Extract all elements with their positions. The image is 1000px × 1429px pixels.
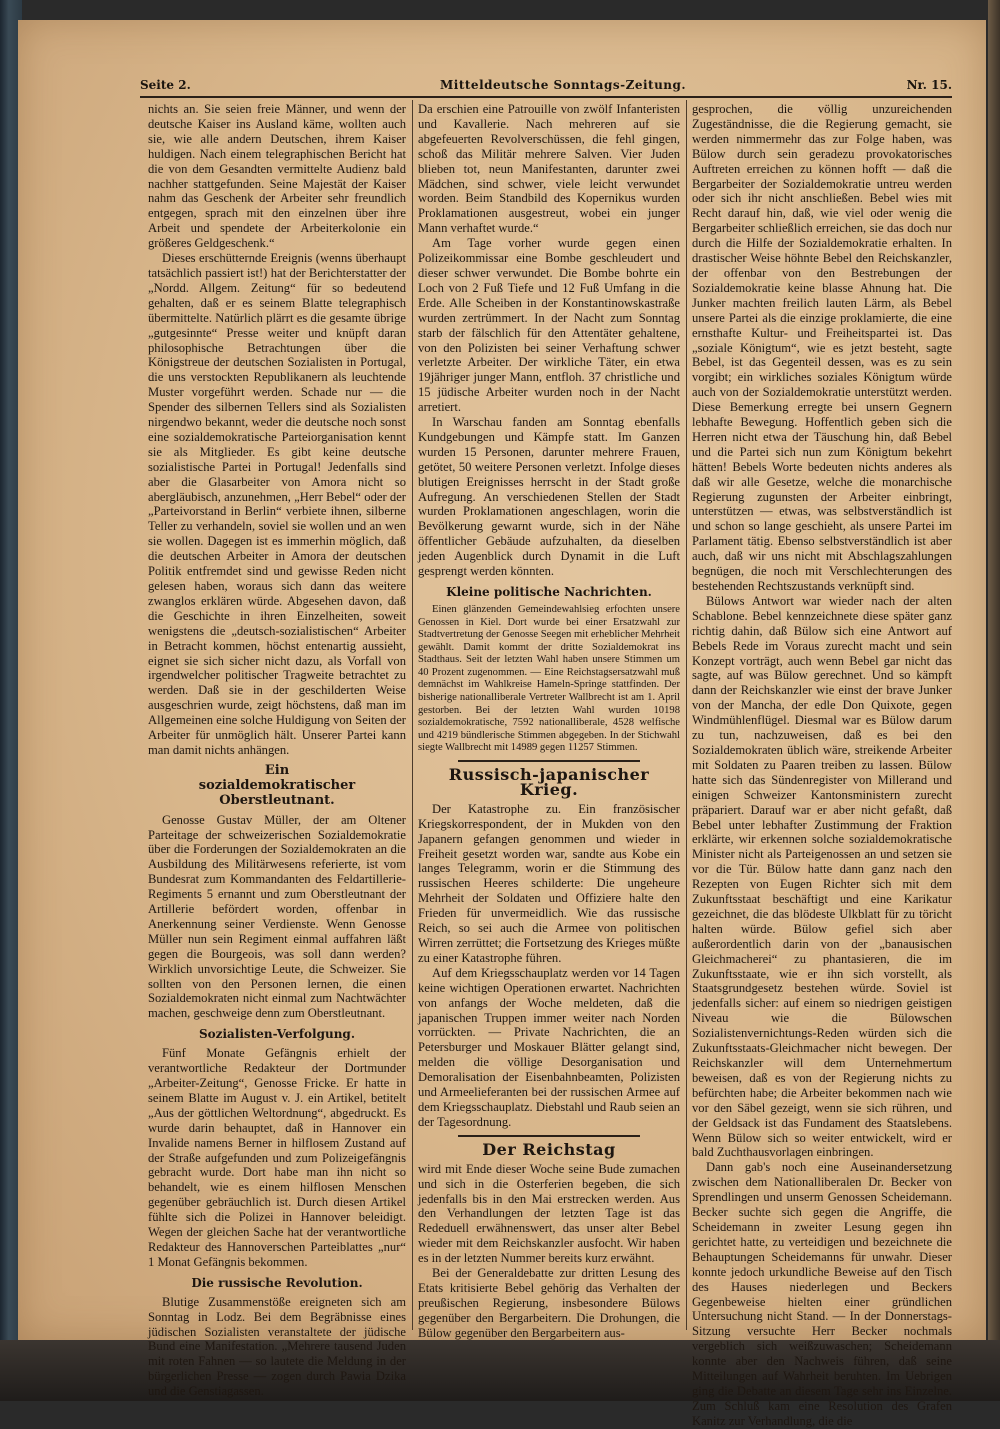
- page-number: Seite 2.: [140, 78, 191, 92]
- headline-reichstag: Der Reichstag: [482, 1139, 616, 1159]
- article-paragraph: Blutige Zusammenstöße ereigneten sich am Sonntag in Lodz. Bei dem Begräbnisse eines jüdischen Sozialisten veranstaltete der jüdische Bund eine Manifestation. „Mehrere tausend Juden mit roten Fahnen — so lautete die Meldung in der bürgerlichen Presse — zogen durch Pawia Dzika und die Genstiagassen.: [148, 1294, 406, 1399]
- article-paragraph: wird mit Ende dieser Woche seine Bude zumachen und sich in die Osterferien begeben, die sich jedenfalls bis in den Mai erstrecken werden. Aus den Verhandlungen der letzten Tage ist das Rededuell erwähnenswert, das unser alter Bebel wieder mit dem Reichskanzler ausfocht. Wir haben es in der letzten Nummer bereits kurz erwähnt.: [418, 1161, 680, 1266]
- column-divider-2: [686, 100, 687, 1330]
- headline-kleine-nachrichten: Kleine politische Nachrichten.: [446, 585, 652, 599]
- article-paragraph: Bülows Antwort war wieder nach der alten Schablone. Bebel kennzeichnete diese später ganz richtig dahin, daß Bülow sich eine Antwort auf Bebels Rede im Voraus zurecht macht und sein Konzept vorträgt, auch wenn Bebel gar nicht das sagte, auf was Bülow gerechnet. Und so kämpft dann der Reichskanzler wie einst der brave Junker von der Mancha, der edle Don Quixote, gegen Windmühlenflügel. Diesmal war es Bülow darum zu tun, nachzuweisen, daß es bei den Sozialdemokraten üblich wäre, streikende Arbeiter mit Soldaten zu Paaren treiben zu lassen. Bülow hatte sich das Sündenregister von Millerand und einigen Schweizer Kantonsministern zurecht präpariert. Darauf war er aber nicht gefaßt, daß Bebel unter lebhafter Zustimmung der Fraktion erklärte, wir erkennen solche sozialdemokratische Minister nicht als Parteigenossen an und setzen sie vor die Tür. Bülow hatte dann ganz nach den Rezepten von Eugen Richter sich mit dem Zukunftsstaat beschäftigt und eine Karikatur gezeichnet, die das blödeste Ulkblatt für zu töricht halten würde. Bülow gefiel sich aber außerordentlich darin von der „banausischen Gleichmacherei“ zu phantasieren, die im Zukunftsstaate, wie er ihn sich vorstellt, als Staatsgrundgesetz bestehen würde. Soviel ist jedenfalls sicher: auf einem so niedrigen geistigen Niveau wie die Bülowschen Sozialistenvernichtungs-Reden würden sich die Zukunftsstaats-Gleichmacher nicht bewegen. Der Reichskanzler will dem Unternehmertum beweisen, daß es von der Regierung nichts zu befürchten habe; die Arbeiter bekommen nach wie vor den Säbel gezeigt, wenn sie sich rühren, und der Geldsack ist das Fundament des Staatslebens. Wenn Bülow sich so weiter entwickelt, wird er bald Zuchthausvorlagen einbringen.: [692, 593, 952, 1160]
- book-binding-right: [988, 0, 1000, 1401]
- column-1: [148, 102, 406, 1399]
- article-paragraph: Dann gab's noch eine Auseinandersetzung zwischen dem Nationalliberalen Dr. Becker von Sprendlingen und unserm Genossen Scheidemann. Becker suchte sich gegen die Angriffe, die Scheidemann in zweiter Lesung gegen ihn gerichtet hatte, zu verteidigen und bezeichnete die Behauptungen Scheidemanns für unwahr. Dieser konnte jedoch urkundliche Beweise auf den Tisch des Hauses niederlegen und Beckers Gegenbeweise hielten einer gründlichen Untersuchung nicht Stand. — In der Donnerstags-Sitzung versuchte Herr Becker nochmals vergeblich sich weißzuwaschen; Scheidemann konnte aber den Nachweis führen, daß seine Mitteilungen auf Wahrheit beruhten. Im Uebrigen ging die Debatte an diesem Tage sehr ins Einzelne. Zum Schluß kam eine Resolution des Grafen Kanitz zur Verhandlung, die die: [692, 1160, 952, 1428]
- article-paragraph: In Warschau fanden am Sonntag ebenfalls Kundgebungen und Kämpfe statt. Im Ganzen wurden 15 Personen, darunter mehrere Frauen, getötet, 50 weitere Personen verletzt. Infolge dieses blutigen Ereignisses herrscht in der Stadt große Aufregung. An verschiedenen Stellen der Stadt wurden Proklamationen angeschlagen, worin die Bevölkerung gewarnt wurde, sich in der Nähe öffentlicher Gebäude aufzuhalten, da dieselben jeden Augenblick durch Dynamit in die Luft gesprengt werden könnten.: [418, 415, 680, 579]
- page-header: [140, 78, 952, 96]
- headline-sozialisten-verfolgung: Sozialisten-Verfolgung.: [199, 1027, 355, 1042]
- article-paragraph: gesprochen, die völlig unzureichenden Zugeständnisse, die die Regierung gemacht, sie werden nimmermehr das zur Folge haben, was Bülow durch sein geradezu provokatorisches Auftreten erreichen zu können hofft — daß die Bergarbeiter der Sozialdemokratie untreu werden oder sich ihr nicht anschließen. Bebel wies mit Recht darauf hin, daß, wie viel oder wenig die Bergarbeiter schließlich erreichen, sie das doch nur durch die Hilfe der Sozialdemokratie erhalten. In drastischer Weise höhnte Bebel den Reichskanzler, der offenbar von den Bestrebungen der Sozialdemokratie keine blasse Ahnung hat. Die Junker machten freilich lauten Lärm, als Bebel unsere Partei als die einzige proklamierte, die eine ernsthafte Kultur- und Freiheitspartei ist. Das „soziale Königtum“, wie es jetzt besteht, sagte Bebel, ist das Gegenteil dessen, was es zu sein vorgibt; ein wirkliches soziales Königtum würde auch von der Sozialdemokratie unterstützt werden. Diese Bemerkung erregte bei unsern Gegnern lebhafte Bewegung. Hoffentlich geben sich die Herren nicht etwa der Täuschung hin, daß Bebel und die Partei sich nun zum Königtum bekehrt hätten! Bebels Worte bedeuten nichts anderes als daß wir alle Gesetze, welche die monarchische Regierung zugunsten der Arbeiter einbringt, unterstützen — etwas, was selbstverständlich ist und schon so lange geschieht, als unsere Partei im Parlament tätig. Ebenso selbstverständlich ist aber auch, daß wir uns nicht mit Abschlagszahlungen begnügen, die noch mit Verschlechterungen des bestehenden Rechtszustands verknüpft sind.: [692, 102, 952, 593]
- newspaper-title: Mitteldeutsche Sonntags-Zeitung.: [440, 78, 687, 92]
- article-paragraph: Da erschien eine Patrouille von zwölf Infanteristen und Kavallerie. Nach mehreren auf sie abgefeuerten Revolverschüssen, die fehl gingen, schoß das Militär mehrere Salven. Vier Juden blieben tot, neun Manifestanten, darunter zwei Mädchen, sind schwer, viele leicht verwundet worden. Beim Standbild des Kopernikus wurden Proklamationen ausgestreut, wobei ein junger Mann verhaftet wurde.“: [418, 102, 680, 236]
- article-paragraph: Auf dem Kriegsschauplatz werden vor 14 Tagen keine wichtigen Operationen erwartet. Nachrichten von anfangs der Woche meldeten, daß die japanischen Truppen immer weiter nach Norden vorrückten. — Private Nachrichten, die an Petersburger und Moskauer Blätter gelangt sind, melden die völlige Desorganisation und Demoralisation der Eisenbahnbeamten, Polizisten und Armeelieferanten bei der russischen Armee auf dem Kriegsschauplatz. Diebstahl und Raub seien an der Tagesordnung.: [418, 965, 680, 1129]
- headline-oberstleutnant: sozialdemokratischer Oberstleutnant.: [198, 777, 356, 808]
- column-2: [418, 102, 680, 1341]
- section-separator: [458, 760, 640, 762]
- article-paragraph: Am Tage vorher wurde gegen einen Polizeikommissar eine Bombe geschleudert und dieser schwer verwundet. Die Bombe bohrte ein Loch von 2 Fuß Tiefe und 12 Fuß Umfang in die Erde. Alle Scheiben in der Konstantinowskastraße wurden zertrümmert. In der Nacht zum Sonntag starb der fälschlich für den Attentäter gehaltene, von den Polizisten bei seiner Verhaftung schwer verletzte Arbeiter. Der wirkliche Täter, ein etwa 19jähriger junger Mann, entfloh. 37 christliche und 15 jüdische Arbeiter wurden noch in der Nacht arretiert.: [418, 236, 680, 415]
- header-rule: [140, 96, 952, 98]
- article-paragraph-small: Einen glänzenden Gemeindewahlsieg erfochten unsere Genossen in Kiel. Dort wurde bei einer Ersatzwahl zur Stadtvertretung der Genosse Seegen mit erheblicher Mehrheit gewählt. Damit kommt der dritte Sozialdemokrat ins Stadthaus. Seit der letzten Wahl haben unsere Stimmen um 40 Prozent zugenommen. — Eine Reichstagsersatzwahl muß demnächst im Wahlkreise Hameln-Springe stattfinden. Der bisherige nationalliberale Vertreter Wallbrecht ist am 1. April gestorben. Bei der letzten Wahl wurden 10198 sozialdemokratische, 7592 nationalliberale, 4528 welfische und 4219 bündlerische Stimmen abgegeben. In der Stichwahl siegte Wallbrecht mit 14989 gegen 11257 Stimmen.: [418, 603, 680, 754]
- column-divider-1: [412, 100, 413, 1330]
- issue-number: Nr. 15.: [906, 78, 952, 92]
- article-paragraph: Bei der Generaldebatte zur dritten Lesung des Etats kritisierte Bebel gehörig das Verhalten der preußischen Regierung, insbesondere Bülows gegenüber den Bergarbeitern. Die Drohungen, die Bülow gegenüber den Bergarbeitern aus-: [418, 1266, 680, 1340]
- column-3: [692, 102, 952, 1429]
- article-paragraph: Der Katastrophe zu. Ein französischer Kriegskorrespondent, der in Mukden von den Japanern gefangen genommen und wieder in Freiheit gesetzt worden war, sandte aus Kobe ein langes Telegramm, worin er die Stimmung des russischen Heeres schilderte: Die ungeheure Mehrheit der Soldaten und Offiziere halte den Frieden für unvermeidlich. Wie das russische Reich, so sei auch die Armee von politischen Wirren zerrüttet; die Fortsetzung des Krieges müßte zu einer Katastrophe führen.: [418, 801, 680, 965]
- headline-oberstleutnant-a: Ein: [264, 762, 290, 778]
- article-paragraph: Fünf Monate Gefängnis erhielt der verantwortliche Redakteur der Dortmunder „Arbeiter-Zeitung“, Genosse Fricke. Er hatte in seinem Blatte im August v. J. ein Artikel, betitelt „Aus der göttlichen Weltordnung“, abgedruckt. Es wurde darin behauptet, daß in Hannover ein Invalide namens Berner in hilflosem Zustand auf der Straße aufgefunden und zum Polizeigefängnis gebracht wurde. Dort habe man ihn nicht so behandelt, wie es einem hilflosen Menschen gegenüber gebräuchlich ist. Durch diesen Artikel fühlte sich die Polizei in Hannover beleidigt. Wegen der gleichen Sache hat der verantwortliche Redakteur des Hannoverschen Parteiblattes „nur“ 1 Monat Gefängnis bekommen.: [148, 1046, 406, 1269]
- article-paragraph: Genosse Gustav Müller, der am Oltener Parteitage der schweizerischen Sozialdemokratie über die Forderungen der Sozialdemokraten an die Ausbildung des Militärwesens referierte, ist vom Bundesrat zum Kommandanten des Feldartillerie-Regiments 5 ernannt und zum Oberstleutnant der Artillerie befördert worden, offenbar in Anerkennung seiner Verdienste. Wenn Genosse Müller nun sein Regiment einmal auffahren läßt gegen die Bourgeois, was soll dann werden? Wirklich unvorsichtige Leute, die Schweizer. Sie sollten von den Personen lernen, die einen Sozialdemokraten nicht einmal zum Nachtwächter machen, geschweige denn zum Oberstleutnant.: [148, 812, 406, 1021]
- headline-russische-revolution: Die russische Revolution.: [191, 1275, 363, 1290]
- headline-russisch-japanischer-krieg: Russisch-japanischer Krieg.: [448, 765, 650, 799]
- section-separator: [458, 1135, 640, 1137]
- article-paragraph: Dieses erschütternde Ereignis (wenns überhaupt tatsächlich passiert ist!) hat der Berichterstatter der „Nordd. Allgem. Zeitung“ für so bedeutend gehalten, daß er es seinem Blatte telegraphisch übermittelte. Natürlich plärrt es die gesamte übrige „gutgesinnte“ Presse weiter und knüpft daran philosophische Betrachtungen über die Königstreue der deutschen Sozialisten in Portugal, die uns verstockten Republikanern als leuchtende Muster vorgeführt werden. Schade nur — die Spender des silbernen Tellers sind als Sozialisten nirgendwo bekannt, weder die deutsche noch sonst eine sozialdemokratische Parteiorganisation kennt sie als Mitglieder. Es gibt keine deutsche sozialistische Partei in Portugal! Jedenfalls sind aber die Glasarbeiter von Amora nicht so abergläubisch, anzunehmen, „Herr Bebel“ oder der „Parteivorstand in Berlin“ verbiete ihnen, silberne Teller zu verhandeln, soviel sie wollen und an wen sie wollen. Dagegen ist es immerhin möglich, daß die deutschen Arbeiter in Amora der deutschen Politik entfremdet sind und gewisse Reden nicht gelesen haben, woraus sich dann das weitere zwanglos erklären würde. Abgesehen davon, daß die Geschichte in ihren Einzelheiten, soweit wenigstens die „deutsch-sozialistischen“ Arbeiter in Betracht kommen, höchst entenartig aussieht, eignet sie sich sicher nicht dazu, als Vorfall von irgendwelcher politischer Tragweite betrachtet zu werden. Daß sie in der geschilderten Weise ausgeschrien wurde, zeigt höchstens, daß man im Allgemeinen eine solche Huldigung von Seiten der Arbeiter für unmöglich hält. Unserer Partei kann man damit nichts anhängen.: [148, 251, 406, 757]
- article-paragraph: nichts an. Sie seien freie Männer, und wenn der deutsche Kaiser ins Ausland käme, wollten auch sie, wie alle andern Deutschen, ihrem Kaiser huldigen. Nach einem telegraphischen Bericht hat die von dem Gesandten vermittelte Audienz bald nachher stattgefunden. Seine Majestät der Kaiser nahm das Geschenk der Arbeiter sehr freundlich entgegen, sprach mit den einzelnen über ihre Arbeit und spendete der Arbeiterkolonie ein größeres Geldgeschenk.“: [148, 102, 406, 251]
